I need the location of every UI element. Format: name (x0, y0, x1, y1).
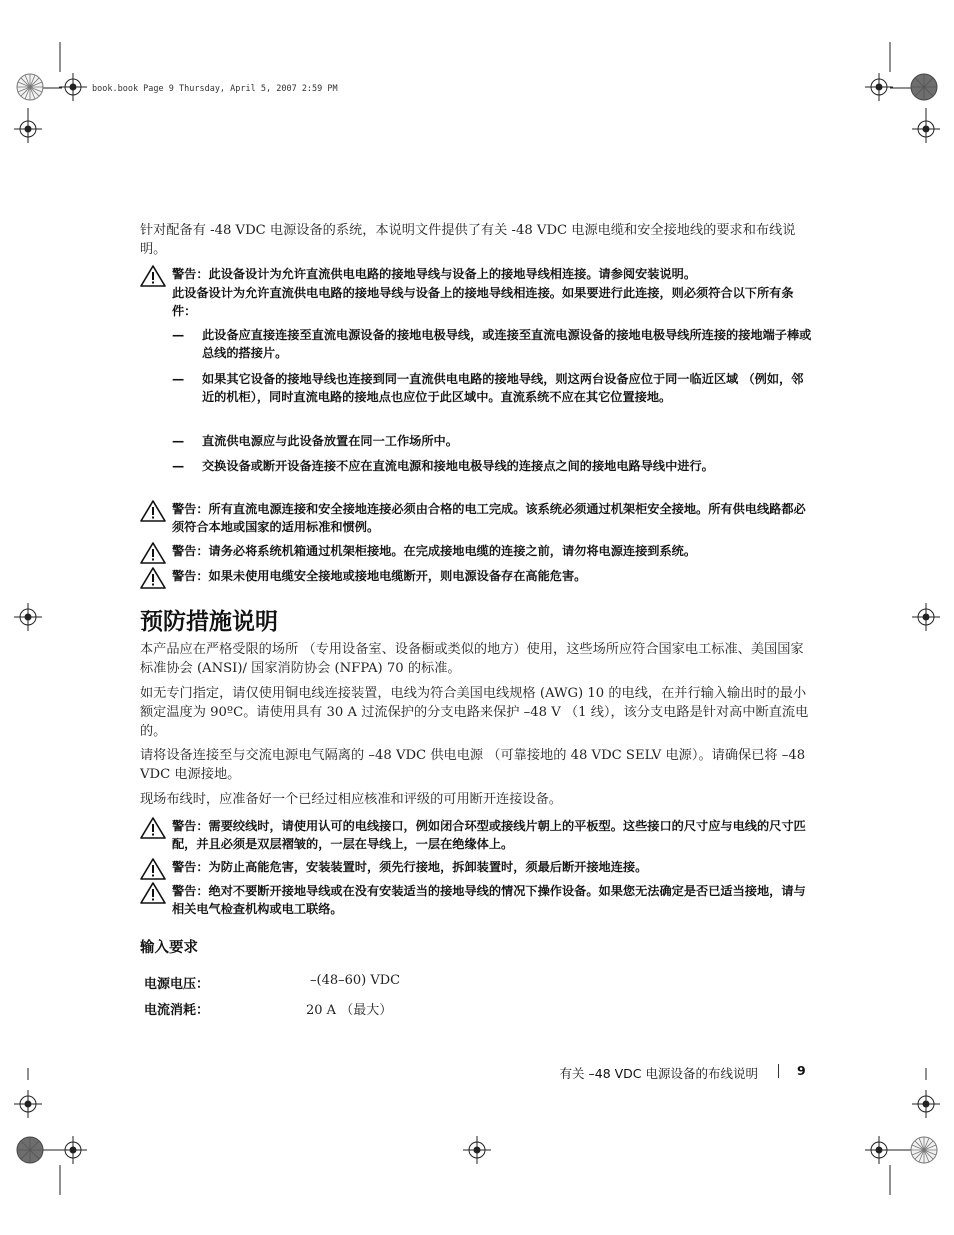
spec-value: –(48–60) VDC (310, 973, 401, 988)
dash-bullet: — (172, 434, 185, 448)
dash-bullet: — (172, 372, 185, 386)
warning-triangle-icon (140, 858, 166, 880)
warning-text: 警告：请务必将系统机箱通过机架柜接地。在完成接地电缆的连接之前，请勿将电源连接到系统。 (172, 544, 697, 558)
warning-text: 警告：为防止高能危害，安装装置时，须先行接地，拆卸装置时，须最后断开接地连接。 (172, 860, 648, 874)
condition-text: 此设备应直接连接至直流电源设备的接地电极导线，或连接至直流电源设备的接地电极导线所连接的接地端子棒或总线的搭接片。 (202, 328, 812, 360)
dash-bullet: — (172, 459, 185, 473)
color-wheel-icon (911, 74, 937, 100)
body-paragraph: 本产品应在严格受限的场所 （专用设备室、设备橱或类似的地方）使用，这些场所应符合国家电工标准、美国国家标准协会 (ANSI)/ 国家消防协会 (NFPA) 70 的标准。 (140, 642, 804, 676)
spec-value: 20 A （最大） (306, 1003, 393, 1018)
body-paragraph: 如无专门指定，请仅使用铜电线连接装置，电线为符合美国电线规格 (AWG) 10 的电线，在并行输入输出时的最小额定温度为 90ºC。请使用具有 30 A 过流保护的分支电路来保护 –48 V （1 线），该分支电路是针对高中断直流电的。 (140, 686, 809, 739)
page-number: 9 (797, 1063, 806, 1078)
section-title: 预防措施说明 (140, 609, 278, 635)
subsection-title: 输入要求 (140, 940, 198, 956)
warning-text: 警告：如果未使用电缆安全接地或接地电缆断开，则电源设备存在高能危害。 (172, 569, 587, 583)
warning-text: 警告：此设备设计为允许直流供电电路的接地导线与设备上的接地导线相连接。请参阅安装说明。 (172, 267, 697, 281)
registration-mark-icon (463, 1136, 491, 1164)
footer-divider (778, 1064, 779, 1078)
registration-mark-icon (912, 115, 940, 143)
condition-text: 直流供电源应与此设备放置在同一工作场所中。 (202, 434, 458, 448)
warning-triangle-icon (140, 500, 166, 522)
color-wheel-icon (17, 74, 43, 100)
spec-label: 电流消耗： (144, 1003, 210, 1018)
warning-text: 警告：绝对不要断开接地导线或在没有安装适当的接地导线的情况下操作设备。如果您无法确定是否已适当接地，请与相关电气检查机构或电工联络。 (172, 884, 806, 916)
warning-text: 警告：需要绞线时，请使用认可的电线接口，例如闭合环型或接线片朝上的平板型。这些接口的尺寸应与电线的尺寸匹配，并且必须是双层褶皱的，一层在导线上，一层在绝缘体上。 (172, 819, 806, 851)
footer-title: 有关 –48 VDC 电源设备的布线说明 (559, 1066, 758, 1081)
registration-mark-icon (865, 73, 893, 101)
registration-mark-icon (912, 1090, 940, 1118)
registration-mark-icon (14, 603, 42, 631)
body-paragraph: 现场布线时，应准备好一个已经过相应核准和评级的可用断开连接设备。 (140, 792, 562, 807)
registration-mark-icon (59, 73, 87, 101)
warning-text-continued: 此设备设计为允许直流供电电路的接地导线与设备上的接地导线相连接。如果要进行此连接，则必须符合以下所有条件： (172, 286, 794, 318)
condition-text: 交换设备或断开设备连接不应在直流电源和接地电极导线的连接点之间的接地电路导线中进行。 (202, 459, 714, 473)
warning-triangle-icon (140, 542, 166, 564)
dash-bullet: — (172, 328, 185, 342)
warning-text: 警告：所有直流电源连接和安全接地连接必须由合格的电工完成。该系统必须通过机架柜安全接地。所有供电线路都必须符合本地或国家的适用标准和惯例。 (172, 502, 806, 534)
condition-text: 如果其它设备的接地导线也连接到同一直流供电电路的接地导线，则这两台设备应位于同一临近区域 （例如，邻近的机柜），同时直流电路的接地点也应位于此区域中。直流系统不应在其它位置接地。 (202, 372, 804, 404)
warning-triangle-icon (140, 817, 166, 839)
registration-mark-icon (14, 115, 42, 143)
registration-mark-icon (59, 1136, 87, 1164)
warning-triangle-icon (140, 265, 166, 287)
file-info-header: book.book Page 9 Thursday, April 5, 2007 2:59 PM (92, 84, 338, 94)
registration-mark-icon (865, 1136, 893, 1164)
warning-triangle-icon (140, 567, 166, 589)
body-paragraph: 请将设备连接至与交流电源电气隔离的 –48 VDC 供电电源 （可靠接地的 48 VDC SELV 电源）。请确保已将 –48 VDC 电源接地。 (140, 748, 806, 782)
registration-mark-icon (912, 603, 940, 631)
spec-label: 电源电压： (144, 977, 210, 992)
warning-triangle-icon (140, 882, 166, 904)
registration-mark-icon (14, 1090, 42, 1118)
intro-paragraph: 针对配备有 -48 VDC 电源设备的系统，本说明文件提供了有关 -48 VDC 电源电缆和安全接地线的要求和布线说明。 (140, 223, 796, 257)
color-wheel-icon (911, 1137, 937, 1163)
color-wheel-icon (17, 1137, 43, 1163)
